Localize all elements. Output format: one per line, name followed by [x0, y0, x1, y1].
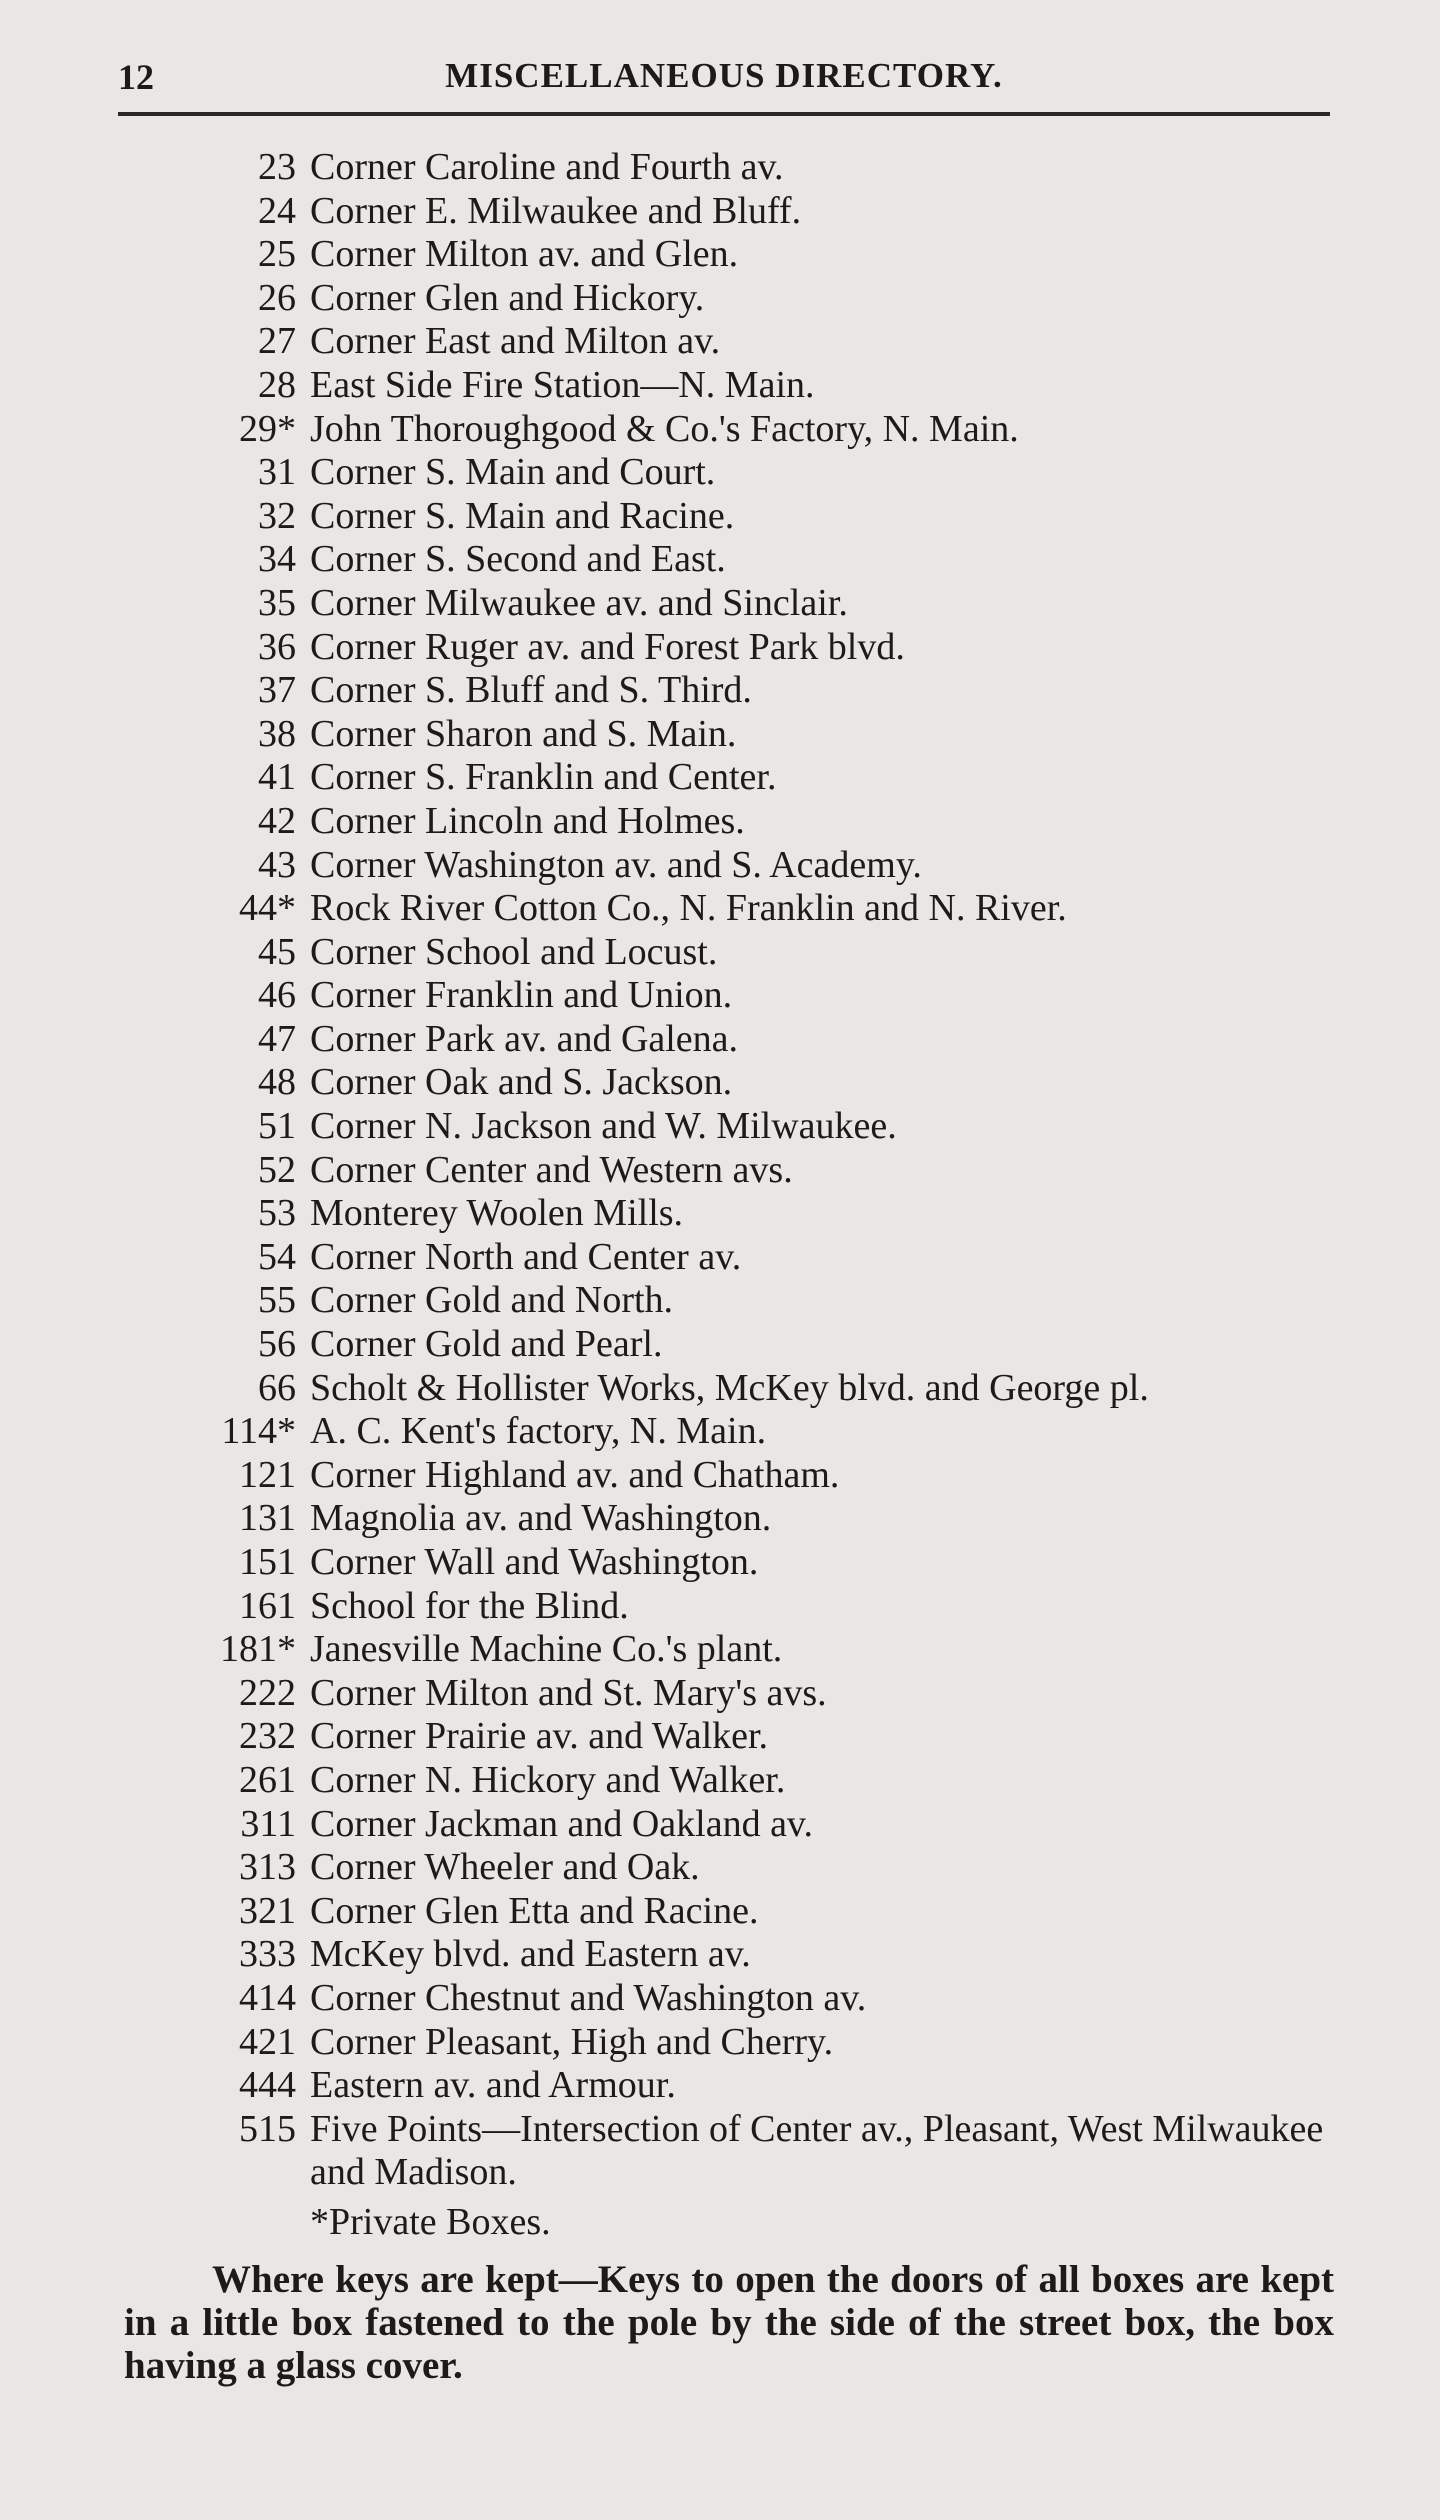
box-number: 52 — [258, 1148, 296, 1191]
list-item — [180, 1410, 1340, 1454]
box-location: Magnolia av. and Washington. — [310, 1497, 772, 1540]
box-number: 321 — [239, 1889, 296, 1932]
list-item — [180, 277, 1340, 321]
box-number: 232 — [239, 1715, 296, 1758]
box-number: 26 — [258, 276, 296, 319]
box-number: 181* — [220, 1628, 296, 1671]
list-item — [180, 1454, 1340, 1498]
box-location: Five Points—Intersection of Center av., Pleasant, West Milwaukee and Madison. — [310, 2107, 1324, 2194]
list-item — [180, 931, 1340, 975]
box-location: McKey blvd. and Eastern av. — [310, 1933, 751, 1976]
box-location: Corner Wall and Washington. — [310, 1541, 759, 1583]
box-number: 44* — [239, 887, 296, 930]
box-location: Corner S. Main and Racine. — [310, 494, 735, 537]
box-number: 66 — [258, 1366, 296, 1409]
box-number: 131 — [239, 1497, 296, 1540]
list-item — [180, 626, 1340, 670]
fire-box-list — [180, 146, 1340, 2195]
box-location: School for the Blind. — [310, 1584, 629, 1627]
box-number: 222 — [239, 1671, 296, 1714]
list-item — [180, 1323, 1340, 1367]
box-location: Corner Wheeler and Oak. — [310, 1846, 700, 1889]
box-location: Corner Caroline and Fourth av. — [310, 146, 784, 188]
footnote: *Private Boxes. — [310, 2201, 551, 2243]
list-item — [180, 582, 1340, 626]
box-location: Corner Park av. and Galena. — [310, 1017, 739, 1060]
box-number: 121 — [239, 1453, 296, 1496]
box-location: Corner N. Hickory and Walker. — [310, 1758, 786, 1801]
list-item — [180, 320, 1340, 364]
box-location: Corner East and Milton av. — [310, 320, 721, 363]
list-item — [180, 1585, 1340, 1629]
box-location: Corner Milwaukee av. and Sinclair. — [310, 581, 848, 624]
box-number: 444 — [239, 2064, 296, 2107]
header-rule — [118, 112, 1330, 116]
box-location: Corner N. Jackson and W. Milwaukee. — [310, 1105, 897, 1148]
box-location: Corner Gold and Pearl. — [310, 1323, 663, 1366]
list-item — [180, 1236, 1340, 1280]
box-location: Corner E. Milwaukee and Bluff. — [310, 189, 802, 232]
box-location: Corner Washington av. and S. Academy. — [310, 843, 922, 886]
box-location: Scholt & Hollister Works, McKey blvd. and George pl. — [310, 1366, 1149, 1409]
box-location: Corner S. Main and Court. — [310, 451, 716, 494]
page-number: 12 — [118, 57, 154, 97]
box-location: Rock River Cotton Co., N. Franklin and N. River. — [310, 887, 1067, 930]
list-item — [180, 1715, 1340, 1759]
box-number: 313 — [239, 1846, 296, 1889]
box-number: 47 — [258, 1017, 296, 1060]
box-number: 29* — [239, 407, 296, 450]
box-location: Corner S. Bluff and S. Third. — [310, 669, 752, 712]
box-number: 27 — [258, 320, 296, 363]
box-location: Corner Prairie av. and Walker. — [310, 1715, 769, 1758]
list-item — [180, 1890, 1340, 1934]
box-location: Corner North and Center av. — [310, 1235, 742, 1278]
list-item — [180, 1105, 1340, 1149]
box-location: Corner Ruger av. and Forest Park blvd. — [310, 625, 905, 668]
box-number: 28 — [258, 363, 296, 406]
running-head: MISCELLANEOUS DIRECTORY. — [445, 56, 1003, 95]
box-number: 41 — [258, 756, 296, 799]
list-item — [180, 974, 1340, 1018]
box-number: 46 — [258, 974, 296, 1017]
list-item — [180, 146, 1340, 190]
box-number: 161 — [239, 1584, 296, 1627]
list-item — [180, 1846, 1340, 1890]
box-location: Corner Glen Etta and Racine. — [310, 1889, 759, 1932]
box-location: Corner S. Second and East. — [310, 538, 726, 581]
list-item — [180, 844, 1340, 888]
box-number: 151 — [239, 1541, 296, 1583]
box-number: 53 — [258, 1192, 296, 1235]
list-item — [180, 1541, 1340, 1585]
list-item — [180, 408, 1340, 452]
box-location: Monterey Woolen Mills. — [310, 1192, 684, 1235]
box-number: 45 — [258, 930, 296, 973]
list-item — [180, 190, 1340, 234]
box-location: Janesville Machine Co.'s plant. — [310, 1628, 783, 1671]
box-location: East Side Fire Station—N. Main. — [310, 363, 815, 406]
box-location: Corner Glen and Hickory. — [310, 276, 705, 319]
list-item — [180, 538, 1340, 582]
list-item — [180, 495, 1340, 539]
box-location: Corner Milton and St. Mary's avs. — [310, 1671, 827, 1714]
box-location: John Thoroughgood & Co.'s Factory, N. Main. — [310, 407, 1019, 450]
box-location: A. C. Kent's factory, N. Main. — [310, 1410, 767, 1453]
list-item — [180, 1279, 1340, 1323]
box-number: 48 — [258, 1061, 296, 1104]
box-number: 23 — [258, 146, 296, 188]
list-item — [180, 1497, 1340, 1541]
box-number: 36 — [258, 625, 296, 668]
box-location: Corner S. Franklin and Center. — [310, 756, 777, 799]
list-item — [180, 1933, 1340, 1977]
list-item — [180, 451, 1340, 495]
list-item — [180, 669, 1340, 713]
box-location: Corner School and Locust. — [310, 930, 718, 973]
box-number: 333 — [239, 1933, 296, 1976]
list-item — [180, 2064, 1340, 2108]
box-location: Corner Jackman and Oakland av. — [310, 1802, 813, 1845]
box-number: 25 — [258, 233, 296, 276]
box-location: Corner Center and Western avs. — [310, 1148, 793, 1191]
list-item — [180, 1759, 1340, 1803]
box-number: 38 — [258, 712, 296, 755]
box-number: 34 — [258, 538, 296, 581]
list-item — [180, 1977, 1340, 2021]
box-number: 51 — [258, 1105, 296, 1148]
box-location: Corner Gold and North. — [310, 1279, 674, 1322]
box-location: Corner Milton av. and Glen. — [310, 233, 739, 276]
box-location: Corner Pleasant, High and Cherry. — [310, 2020, 834, 2063]
list-item — [180, 1803, 1340, 1847]
box-number: 56 — [258, 1323, 296, 1366]
box-number: 55 — [258, 1279, 296, 1322]
box-number: 261 — [239, 1758, 296, 1801]
box-location: Corner Sharon and S. Main. — [310, 712, 737, 755]
box-number: 37 — [258, 669, 296, 712]
box-number: 31 — [258, 451, 296, 494]
list-item — [180, 2108, 1340, 2195]
box-number: 515 — [239, 2107, 296, 2150]
list-item — [180, 233, 1340, 277]
list-item — [180, 1367, 1340, 1411]
box-number: 32 — [258, 494, 296, 537]
box-location: Corner Chestnut and Washington av. — [310, 1976, 867, 2019]
list-item — [180, 756, 1340, 800]
list-item — [180, 1628, 1340, 1672]
box-number: 114* — [221, 1410, 296, 1453]
list-item — [180, 1018, 1340, 1062]
list-item — [180, 713, 1340, 757]
box-location: Corner Highland av. and Chatham. — [310, 1453, 840, 1496]
list-item — [180, 887, 1340, 931]
list-item — [180, 1061, 1340, 1105]
box-number: 43 — [258, 843, 296, 886]
box-number: 311 — [240, 1802, 296, 1845]
keys-paragraph: Where keys are kept—Keys to open the doors of all boxes are kept in a little box fastened to the pole by the side of the street box, the box having a glass cover. — [124, 2258, 1334, 2387]
box-location: Eastern av. and Armour. — [310, 2064, 676, 2107]
box-location: Corner Oak and S. Jackson. — [310, 1061, 733, 1104]
box-location: Corner Franklin and Union. — [310, 974, 733, 1017]
list-item — [180, 800, 1340, 844]
box-location: Corner Lincoln and Holmes. — [310, 799, 745, 842]
box-number: 42 — [258, 799, 296, 842]
box-number: 421 — [239, 2020, 296, 2063]
box-number: 54 — [258, 1235, 296, 1278]
box-number: 414 — [239, 1976, 296, 2019]
list-item — [180, 1672, 1340, 1716]
box-number: 24 — [258, 189, 296, 232]
list-item — [180, 364, 1340, 408]
page-header — [118, 52, 1330, 102]
list-item — [180, 2021, 1340, 2065]
list-item — [180, 1192, 1340, 1236]
box-number: 35 — [258, 581, 296, 624]
list-item — [180, 1149, 1340, 1193]
